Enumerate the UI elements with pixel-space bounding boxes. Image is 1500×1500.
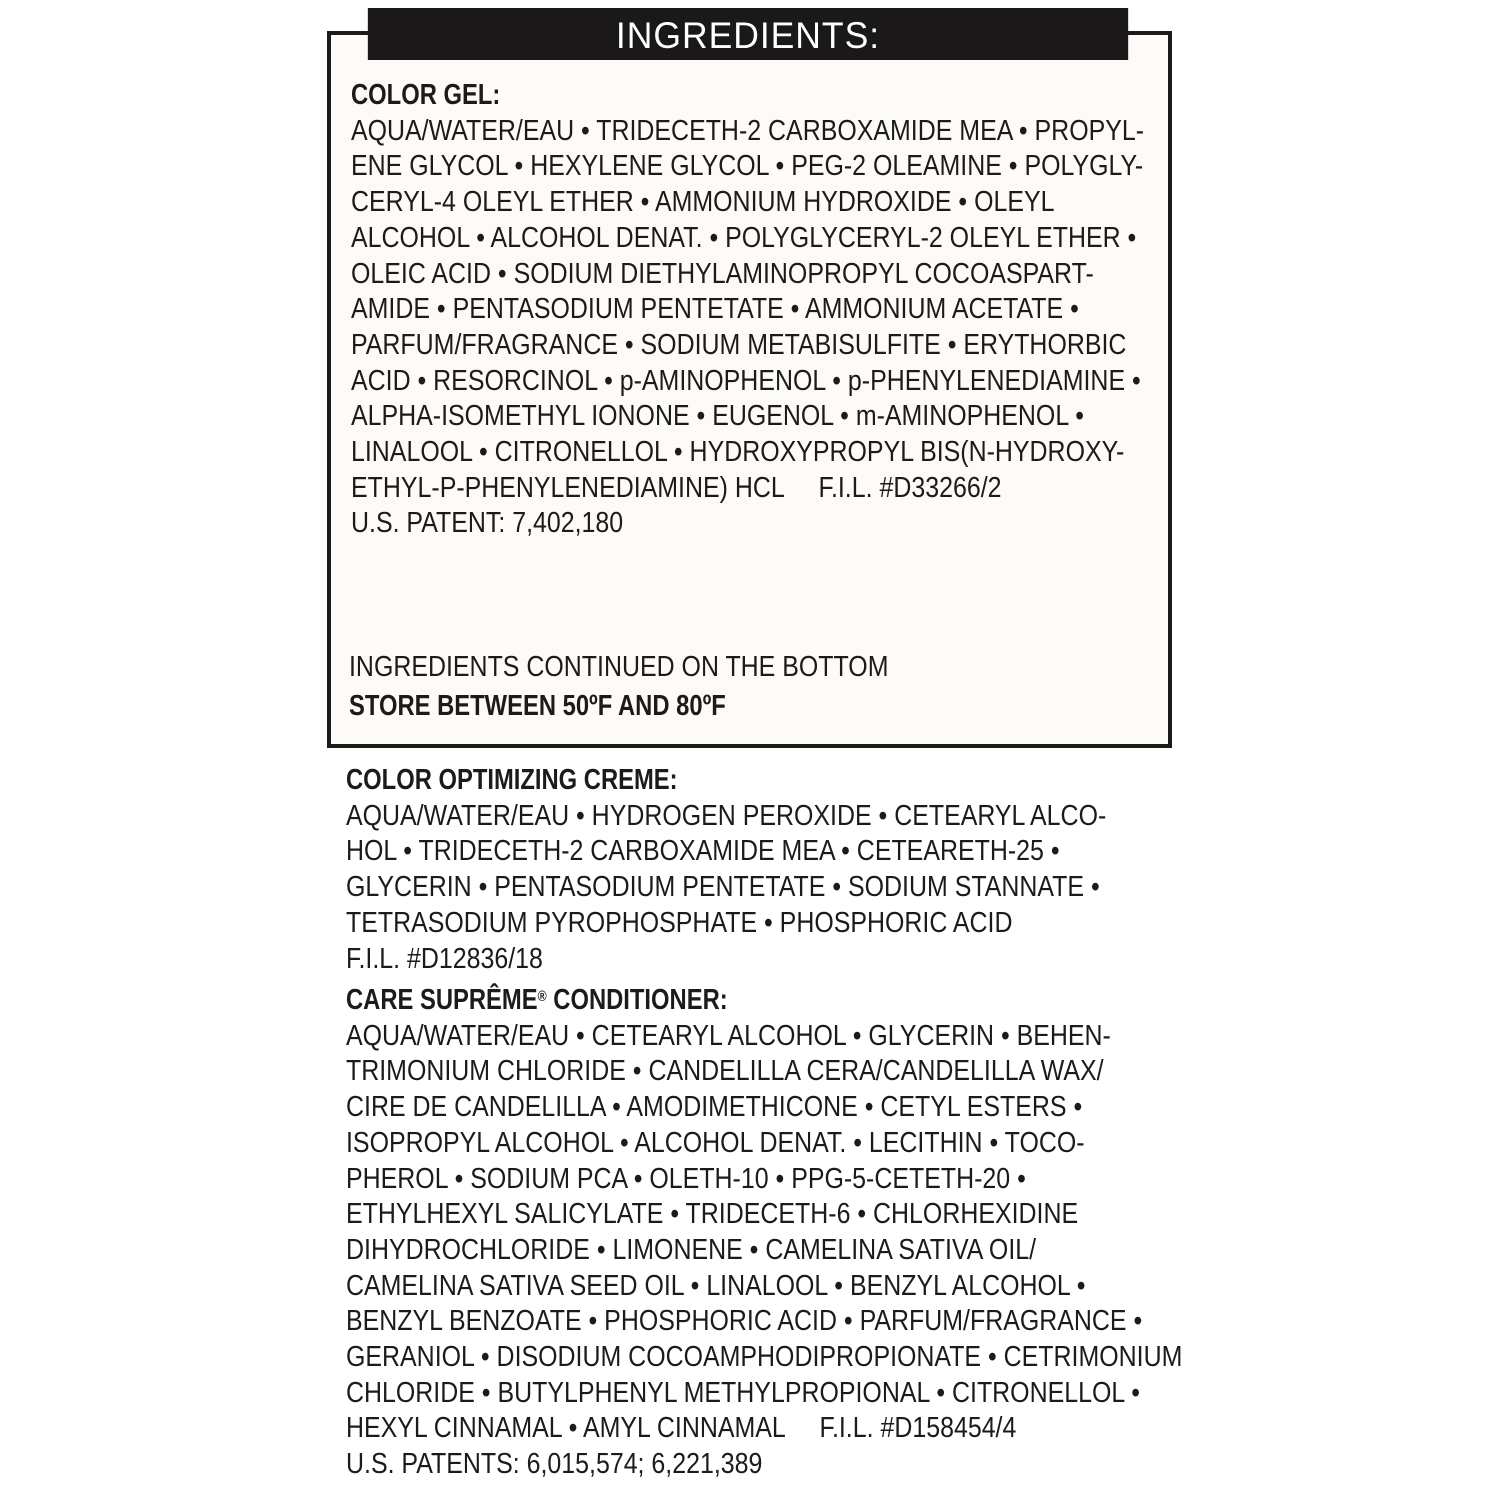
creme-line: GLYCERIN • PENTASODIUM PENTETATE • SODIUM STANNATE •: [346, 871, 1100, 904]
color-gel-line: ALCOHOL • ALCOHOL DENAT. • POLYGLYCERYL-2 OLEYL ETHER •: [351, 221, 1137, 254]
conditioner-line: ISOPROPYL ALCOHOL • ALCOHOL DENAT. • LECITHIN • TOCO-: [346, 1126, 1085, 1159]
color-gel-line: OLEIC ACID • SODIUM DIETHYLAMINOPROPYL COCOASPART-: [351, 257, 1094, 290]
care-supreme-conditioner-section: [346, 983, 1319, 1483]
conditioner-patents: U.S. PATENTS: 6,015,574; 6,221,389: [346, 1448, 763, 1481]
color-gel-line: ACID • RESORCINOL • p-AMINOPHENOL • p-PHENYLENEDIAMINE •: [351, 364, 1141, 397]
color-gel-line: ALPHA-ISOMETHYL IONONE • EUGENOL • m-AMINOPHENOL •: [351, 400, 1084, 433]
color-gel-line: AQUA/WATER/EAU • TRIDECETH-2 CARBOXAMIDE MEA • PROPYL-: [351, 114, 1145, 147]
conditioner-line: AQUA/WATER/EAU • CETEARYL ALCOHOL • GLYCERIN • BEHEN-: [346, 1019, 1111, 1052]
conditioner-line: DIHYDROCHLORIDE • LIMONENE • CAMELINA SATIVA OIL/: [346, 1233, 1037, 1266]
creme-heading: COLOR OPTIMIZING CREME:: [346, 764, 678, 796]
color-gel-patent: U.S. PATENT: 7,402,180: [351, 507, 624, 540]
conditioner-line: HEXYL CINNAMAL • AMYL CINNAMAL F.I.L. #D158454/4: [346, 1412, 1017, 1445]
creme-line: TETRASODIUM PYROPHOSPHATE • PHOSPHORIC ACID: [346, 906, 1013, 939]
creme-fil-code: F.I.L. #D12836/18: [346, 942, 543, 975]
conditioner-line: BENZYL BENZOATE • PHOSPHORIC ACID • PARFUM/FRAGRANCE •: [346, 1305, 1143, 1338]
color-gel-heading: COLOR GEL:: [351, 79, 501, 111]
color-gel-line: CERYL-4 OLEYL ETHER • AMMONIUM HYDROXIDE • OLEYL: [351, 186, 1055, 219]
color-gel-section: [351, 78, 1273, 542]
conditioner-line: TRIMONIUM CHLORIDE • CANDELILLA CERA/CANDELILLA WAX/: [346, 1055, 1104, 1088]
conditioner-line: PHEROL • SODIUM PCA • OLETH-10 • PPG-5-CETETH-20 •: [346, 1162, 1026, 1195]
color-gel-notes: [349, 650, 976, 724]
conditioner-line: GERANIOL • DISODIUM COCOAMPHODIPROPIONATE • CETRIMONIUM: [346, 1341, 1183, 1374]
conditioner-line: CIRE DE CANDELILLA • AMODIMETHICONE • CETYL ESTERS •: [346, 1091, 1083, 1124]
creme-line: HOL • TRIDECETH-2 CARBOXAMIDE MEA • CETEARETH-25 •: [346, 835, 1060, 868]
storage-note: STORE BETWEEN 50ºF AND 80ºF: [349, 689, 726, 722]
color-gel-line: ETHYL-P-PHENYLENEDIAMINE) HCL F.I.L. #D33266/2: [351, 471, 1002, 504]
color-gel-line: ENE GLYCOL • HEXYLENE GLYCOL • PEG-2 OLEAMINE • POLYGLY-: [351, 150, 1144, 183]
conditioner-line: CHLORIDE • BUTYLPHENYL METHYLPROPIONAL • CITRONELLOL •: [346, 1376, 1140, 1409]
color-gel-line: LINALOOL • CITRONELLOL • HYDROXYPROPYL BIS(N-HYDROXY-: [351, 436, 1125, 469]
conditioner-heading: [346, 983, 1143, 1019]
color-gel-line: AMIDE • PENTASODIUM PENTETATE • AMMONIUM ACETATE •: [351, 293, 1079, 326]
color-optimizing-creme-section: [346, 763, 1230, 977]
registered-mark: ®: [537, 988, 547, 1005]
ingredients-header: INGREDIENTS:: [368, 8, 1128, 60]
creme-line: AQUA/WATER/EAU • HYDROGEN PEROXIDE • CETEARYL ALCO-: [346, 799, 1107, 832]
color-gel-line: PARFUM/FRAGRANCE • SODIUM METABISULFITE • ERYTHORBIC: [351, 328, 1127, 361]
conditioner-line: ETHYLHEXYL SALICYLATE • TRIDECETH-6 • CHLORHEXIDINE: [346, 1198, 1079, 1231]
conditioner-heading-suffix: CONDITIONER:: [546, 984, 728, 1016]
conditioner-heading-brand: CARE SUPRÊME: [346, 984, 538, 1016]
conditioner-line: CAMELINA SATIVA SEED OIL • LINALOOL • BENZYL ALCOHOL •: [346, 1269, 1086, 1302]
continued-note: INGREDIENTS CONTINUED ON THE BOTTOM: [349, 651, 889, 683]
